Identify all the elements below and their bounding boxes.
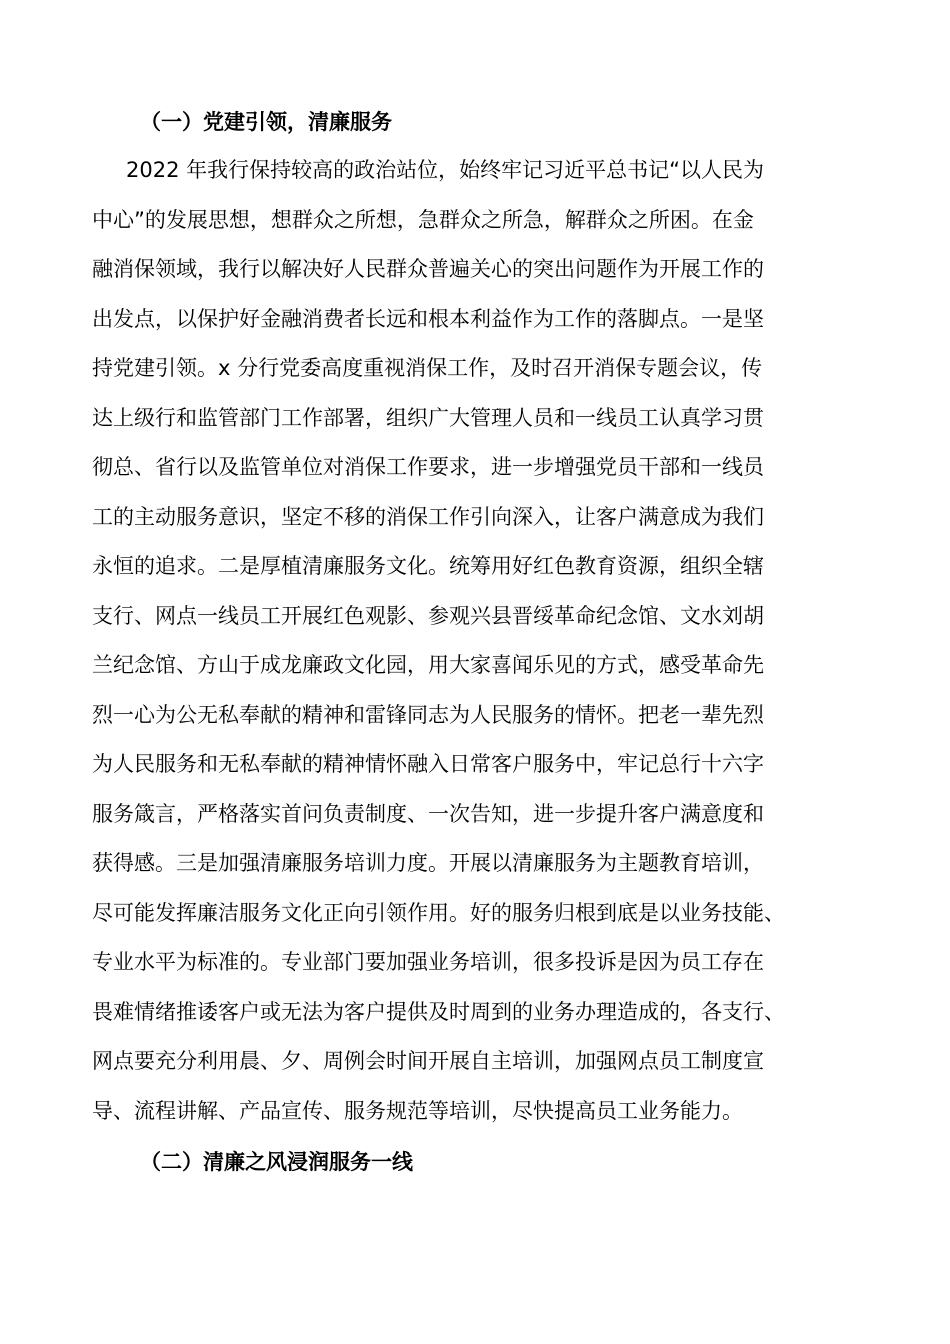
paragraph-line: 支行、网点一线员工开展红色观影、参观兴县晋绥革命纪念馆、文水刘胡 [92, 604, 764, 628]
paragraph-line: 获得感。三是加强清廉服务培训力度。开展以清廉服务为主题教育培训， [92, 851, 764, 875]
paragraph-line: 烈一心为公无私奉献的精神和雷锋同志为人民服务的情怀。把老一辈先烈 [92, 703, 764, 727]
paragraph-line: 2022 年我行保持较高的政治站位，始终牢记习近平总书记“以人民为 [126, 158, 764, 182]
paragraph-line: 达上级行和监管部门工作部署，组织广大管理人员和一线员工认真学习贯 [92, 406, 764, 430]
paragraph-line: 专业水平为标准的。专业部门要加强业务培训，很多投诉是因为员工存在 [92, 950, 764, 974]
paragraph-line: 永恒的追求。二是厚植清廉服务文化。统筹用好红色教育资源，组织全辖 [92, 554, 764, 578]
paragraph-line: 持党建引领。x 分行党委高度重视消保工作，及时召开消保专题会议，传 [92, 356, 763, 380]
paragraph-line: 兰纪念馆、方山于成龙廉政文化园，用大家喜闻乐见的方式，感受革命先 [92, 653, 764, 677]
paragraph-line: 服务箴言，严格落实首问负责制度、一次告知，进一步提升客户满意度和 [92, 802, 764, 826]
paragraph-line: 出发点，以保护好金融消费者长远和根本利益作为工作的落脚点。一是坚 [92, 307, 764, 331]
paragraph-line: 中心”的发展思想，想群众之所想，急群众之所急，解群众之所困。在金 [92, 208, 754, 232]
paragraph-line: 网点要充分利用晨、夕、周例会时间开展自主培训，加强网点员工制度宣 [92, 1049, 764, 1073]
paragraph-line: 工的主动服务意识，坚定不移的消保工作引向深入，让客户满意成为我们 [92, 505, 764, 529]
section-heading-1: （一）党建引领，清廉服务 [140, 110, 392, 134]
paragraph-line: 融消保领域，我行以解决好人民群众普遍关心的突出问题作为开展工作的 [92, 257, 764, 281]
paragraph-line: 为人民服务和无私奉献的精神情怀融入日常客户服务中，牢记总行十六字 [92, 752, 764, 776]
paragraph-line: 彻总、省行以及监管单位对消保工作要求，进一步增强党员干部和一线员 [92, 455, 764, 479]
section-heading-2: （二）清廉之风浸润服务一线 [140, 1150, 413, 1174]
paragraph-line: 畏难情绪推诿客户或无法为客户提供及时周到的业务办理造成的，各支行、 [92, 1000, 785, 1024]
paragraph-line: 尽可能发挥廉洁服务文化正向引领作用。好的服务归根到底是以业务技能、 [92, 901, 785, 925]
paragraph-line: 导、流程讲解、产品宣传、服务规范等培训，尽快提高员工业务能力。 [92, 1099, 743, 1123]
